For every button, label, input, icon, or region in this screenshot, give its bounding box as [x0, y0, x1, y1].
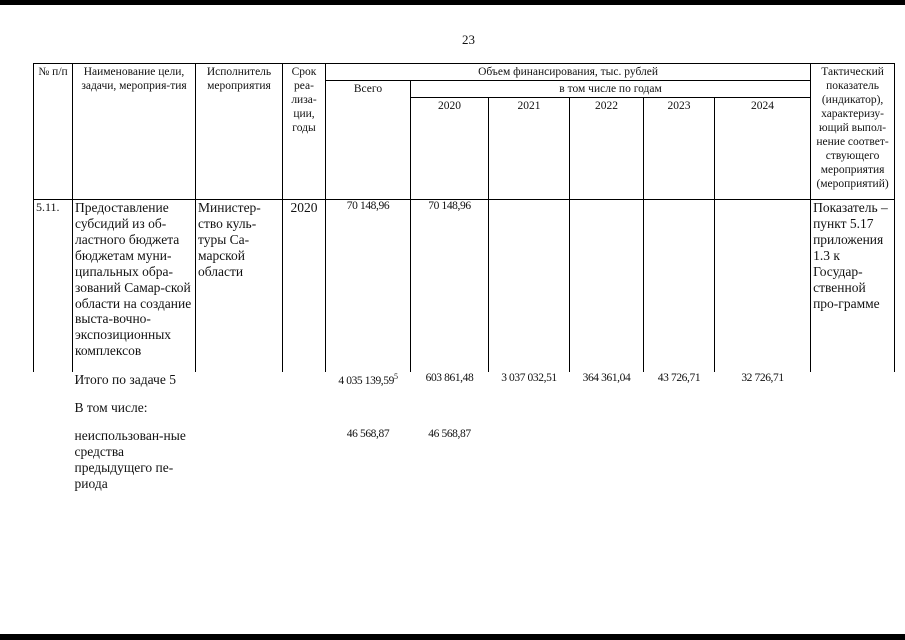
itogo-2020: 603 861,48 — [425, 371, 474, 384]
row-2020: 70 148,96 — [411, 200, 489, 372]
header-name: Наименование цели, задачи, мероприя-тия — [73, 64, 196, 200]
header-indicator: Тактический показатель (индикатор), характеризу-ющий выпол-нение соответ-ствующего мероприятия (мероприятий) — [811, 64, 895, 200]
table-row — [34, 200, 895, 372]
footnote-mark: 5 — [393, 371, 398, 381]
financing-table — [33, 63, 895, 492]
header-no: № п/п — [34, 64, 73, 200]
row-no: 5.11. — [34, 200, 73, 372]
unused-label: неиспользован-ные средства предыдущего пе-риода — [74, 427, 186, 491]
scan-top-border — [0, 0, 905, 5]
row-executor: Министер-ство куль-туры Са-марской области — [196, 200, 283, 372]
header-by-years: в том числе по годам — [411, 81, 811, 98]
row-2024 — [715, 200, 811, 372]
header-year-2021: 2021 — [489, 98, 570, 200]
header-year-2023: 2023 — [644, 98, 715, 200]
unused-2020: 46 568,87 — [428, 427, 471, 440]
itogo-row — [34, 372, 895, 388]
unused-funds-row — [34, 428, 895, 492]
itogo-total-value: 4 035 139,59 — [338, 374, 394, 387]
header-year-2020: 2020 — [411, 98, 489, 200]
header-year-2024: 2024 — [715, 98, 811, 200]
itogo-2024: 32 726,71 — [741, 371, 784, 384]
row-indicator: Показатель – пункт 5.17 приложения 1.3 к Государ-ственной про-грамме — [811, 200, 895, 372]
itogo-2021: 3 037 032,51 — [501, 371, 557, 384]
row-term: 2020 — [283, 200, 326, 372]
row-total: 70 148,96 — [326, 200, 411, 372]
header-year-2022: 2022 — [570, 98, 644, 200]
header-funding: Объем финансирования, тыс. рублей — [326, 64, 811, 81]
itogo-total — [326, 372, 411, 388]
itogo-label: Итого по задаче 5 — [74, 371, 176, 387]
header-term: Срок реа-лиза-ции, годы — [283, 64, 326, 200]
row-2022 — [570, 200, 644, 372]
page-number: 23 — [462, 32, 475, 47]
including-label: В том числе: — [74, 399, 148, 415]
header-total: Всего — [326, 81, 411, 200]
header-executor: Исполнитель мероприятия — [196, 64, 283, 200]
row-2021 — [489, 200, 570, 372]
scan-bottom-border — [0, 634, 905, 640]
including-row — [34, 400, 895, 416]
itogo-2023: 43 726,71 — [657, 371, 701, 384]
row-2023 — [644, 200, 715, 372]
unused-total: 46 568,87 — [346, 427, 390, 440]
row-name: Предоставление субсидий из об-ластного бюджета бюджетам муни-ципальных обра-зований Самар-ской области на создание выста-вочно-экспозиционных комплексов — [73, 200, 196, 372]
itogo-2022: 364 361,04 — [582, 371, 631, 384]
